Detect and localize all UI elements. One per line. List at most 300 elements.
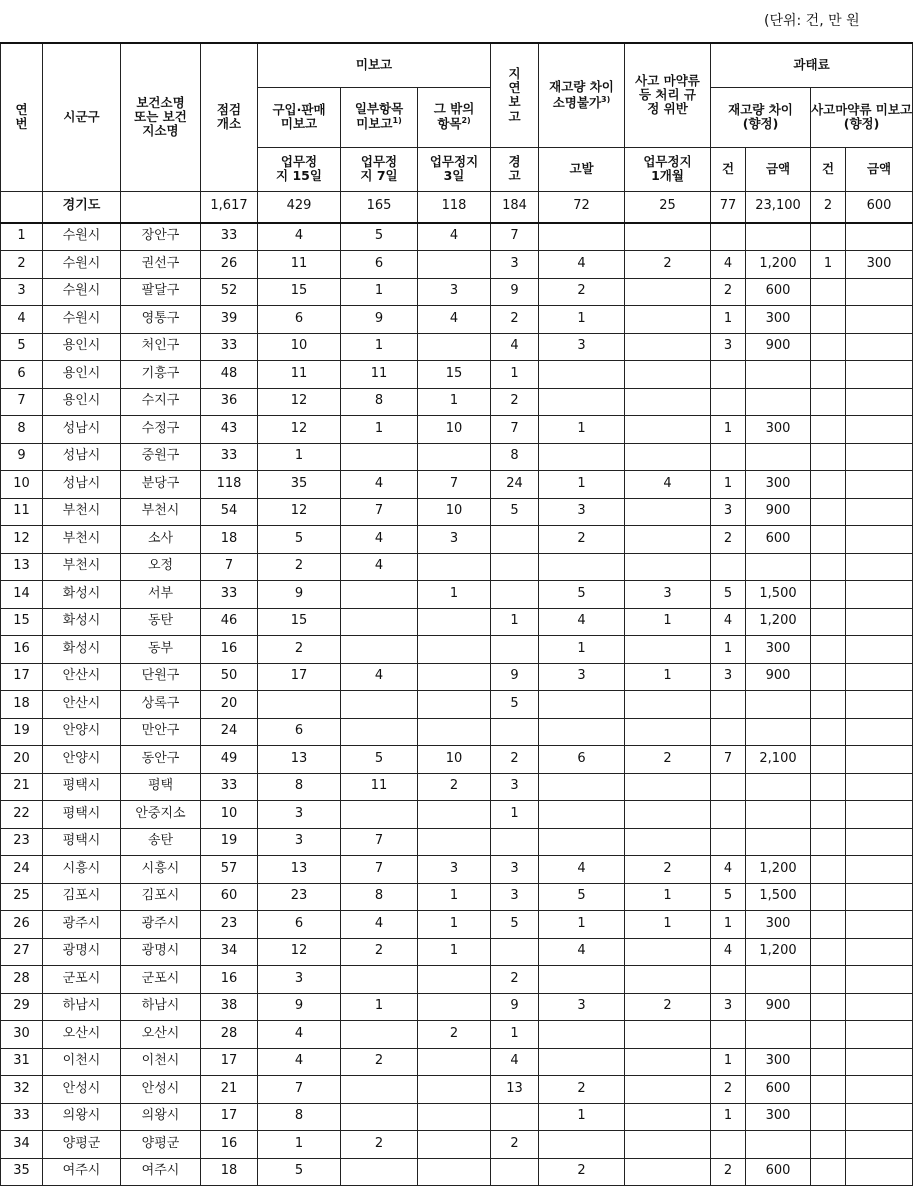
header-amount2: 금액 <box>846 147 913 191</box>
cell-accident-count <box>811 388 846 416</box>
cell-fine-amount <box>746 361 811 389</box>
cell-purchase-sale <box>258 691 341 719</box>
cell-partial: 1 <box>341 333 418 361</box>
cell-fine-amount <box>746 223 811 251</box>
cell-fine-count: 1 <box>711 911 746 939</box>
cell-accident-amount <box>846 306 913 334</box>
cell-purchase-sale: 8 <box>258 1103 341 1131</box>
cell-fine-amount <box>746 801 811 829</box>
cell-fine-amount: 600 <box>746 278 811 306</box>
cell-fine-count <box>711 361 746 389</box>
cell-other: 3 <box>418 526 491 554</box>
cell-other <box>418 1103 491 1131</box>
cell-sigungu: 부천시 <box>43 498 121 526</box>
cell-inventory: 1 <box>539 471 625 499</box>
cell-delayed: 3 <box>491 856 539 884</box>
cell-partial: 7 <box>341 498 418 526</box>
cell-sigungu: 오산시 <box>43 1021 121 1049</box>
cell-partial: 8 <box>341 883 418 911</box>
header-inspected: 점검개소 <box>201 43 258 191</box>
cell-accident-count <box>811 361 846 389</box>
cell-sigungu: 수원시 <box>43 306 121 334</box>
cell-accident <box>625 526 711 554</box>
cell-other: 1 <box>418 388 491 416</box>
cell-accident-amount <box>846 526 913 554</box>
cell-accident-amount <box>846 416 913 444</box>
cell-accident-amount <box>846 856 913 884</box>
table-row <box>1 1103 913 1131</box>
cell-fine-amount: 1,500 <box>746 581 811 609</box>
cell-purchase-sale: 7 <box>258 1076 341 1104</box>
cell-fine-count <box>711 553 746 581</box>
cell-fine-count <box>711 443 746 471</box>
cell-partial <box>341 691 418 719</box>
cell-accident <box>625 1076 711 1104</box>
cell-other: 4 <box>418 223 491 251</box>
total-accident: 25 <box>625 191 711 223</box>
header-accident: 사고 마약류 등 처리 규정 위반 <box>625 43 711 147</box>
cell-other <box>418 966 491 994</box>
cell-no: 9 <box>1 443 43 471</box>
cell-inspected: 48 <box>201 361 258 389</box>
cell-accident-count <box>811 911 846 939</box>
cell-accident-count <box>811 801 846 829</box>
cell-inventory <box>539 718 625 746</box>
cell-delayed <box>491 526 539 554</box>
cell-no: 19 <box>1 718 43 746</box>
cell-office: 기흥구 <box>121 361 201 389</box>
cell-accident-count <box>811 746 846 774</box>
cell-partial <box>341 443 418 471</box>
cell-delayed: 1 <box>491 608 539 636</box>
cell-accident <box>625 1131 711 1159</box>
cell-office: 소사 <box>121 526 201 554</box>
cell-inspected: 46 <box>201 608 258 636</box>
cell-inventory <box>539 553 625 581</box>
cell-partial: 6 <box>341 251 418 279</box>
cell-sigungu: 부천시 <box>43 553 121 581</box>
cell-office: 서부 <box>121 581 201 609</box>
cell-inspected: 57 <box>201 856 258 884</box>
total-purchase-sale: 429 <box>258 191 341 223</box>
cell-fine-amount <box>746 1021 811 1049</box>
cell-accident-amount: 300 <box>846 251 913 279</box>
table-row <box>1 498 913 526</box>
cell-office: 오정 <box>121 553 201 581</box>
cell-partial <box>341 581 418 609</box>
table-row <box>1 278 913 306</box>
total-accident-amount: 600 <box>846 191 913 223</box>
cell-accident <box>625 1021 711 1049</box>
cell-delayed: 3 <box>491 251 539 279</box>
cell-inspected: 18 <box>201 1158 258 1186</box>
cell-purchase-sale: 17 <box>258 663 341 691</box>
header-fine-inventory: 재고량 차이 (향정) <box>711 87 811 147</box>
cell-office: 동부 <box>121 636 201 664</box>
table-row <box>1 911 913 939</box>
cell-no: 8 <box>1 416 43 444</box>
cell-purchase-sale: 35 <box>258 471 341 499</box>
cell-accident: 2 <box>625 856 711 884</box>
table-row <box>1 773 913 801</box>
cell-purchase-sale: 12 <box>258 938 341 966</box>
cell-other <box>418 1158 491 1186</box>
cell-accident-amount <box>846 993 913 1021</box>
cell-purchase-sale: 12 <box>258 388 341 416</box>
cell-inventory: 1 <box>539 911 625 939</box>
header-fine: 과태료 <box>711 43 913 87</box>
cell-accident <box>625 966 711 994</box>
cell-delayed <box>491 636 539 664</box>
cell-sigungu: 용인시 <box>43 388 121 416</box>
table-row <box>1 938 913 966</box>
cell-partial: 2 <box>341 938 418 966</box>
table-row <box>1 1158 913 1186</box>
cell-fine-amount: 1,200 <box>746 608 811 636</box>
table-row <box>1 1131 913 1159</box>
cell-delayed <box>491 828 539 856</box>
cell-purchase-sale: 15 <box>258 278 341 306</box>
table-row <box>1 388 913 416</box>
cell-fine-count: 2 <box>711 1158 746 1186</box>
total-fine-amount: 23,100 <box>746 191 811 223</box>
cell-inspected: 33 <box>201 333 258 361</box>
cell-office: 안중지소 <box>121 801 201 829</box>
cell-no: 23 <box>1 828 43 856</box>
cell-fine-amount: 1,200 <box>746 938 811 966</box>
cell-fine-amount: 900 <box>746 333 811 361</box>
table-row <box>1 691 913 719</box>
cell-purchase-sale: 13 <box>258 746 341 774</box>
cell-office: 안성시 <box>121 1076 201 1104</box>
table-row <box>1 333 913 361</box>
cell-office: 평택 <box>121 773 201 801</box>
cell-sigungu: 수원시 <box>43 278 121 306</box>
header-inventory: 재고량 차이 소명불가$^{3)}$ <box>539 43 625 147</box>
cell-sigungu: 평택시 <box>43 773 121 801</box>
table-row <box>1 1021 913 1049</box>
cell-fine-amount: 1,500 <box>746 883 811 911</box>
cell-partial: 1 <box>341 993 418 1021</box>
cell-accident-count: 1 <box>811 251 846 279</box>
cell-sigungu: 화성시 <box>43 636 121 664</box>
cell-accident-amount <box>846 498 913 526</box>
cell-fine-count: 3 <box>711 333 746 361</box>
cell-accident-count <box>811 608 846 636</box>
cell-other <box>418 1131 491 1159</box>
header-sanction-1m: 업무정지 1개월 <box>625 147 711 191</box>
cell-accident-amount <box>846 608 913 636</box>
table-row <box>1 443 913 471</box>
cell-purchase-sale: 5 <box>258 526 341 554</box>
cell-delayed: 2 <box>491 1131 539 1159</box>
cell-fine-count: 1 <box>711 416 746 444</box>
cell-accident-count <box>811 581 846 609</box>
cell-purchase-sale: 3 <box>258 801 341 829</box>
cell-no: 10 <box>1 471 43 499</box>
cell-other: 2 <box>418 1021 491 1049</box>
cell-other: 1 <box>418 911 491 939</box>
cell-other: 1 <box>418 581 491 609</box>
cell-sigungu: 안양시 <box>43 746 121 774</box>
cell-office: 부천시 <box>121 498 201 526</box>
cell-inspected: 43 <box>201 416 258 444</box>
cell-inventory: 5 <box>539 883 625 911</box>
cell-no: 2 <box>1 251 43 279</box>
unit-note: (단위: 건, 만 원 <box>764 13 860 29</box>
cell-fine-amount: 300 <box>746 636 811 664</box>
cell-accident-amount <box>846 1076 913 1104</box>
cell-purchase-sale: 5 <box>258 1158 341 1186</box>
cell-no: 4 <box>1 306 43 334</box>
cell-accident-count <box>811 333 846 361</box>
cell-other: 7 <box>418 471 491 499</box>
cell-purchase-sale: 1 <box>258 443 341 471</box>
cell-no: 22 <box>1 801 43 829</box>
cell-partial: 4 <box>341 663 418 691</box>
cell-accident-amount <box>846 553 913 581</box>
cell-office: 처인구 <box>121 333 201 361</box>
table-row <box>1 306 913 334</box>
cell-sigungu: 성남시 <box>43 443 121 471</box>
cell-accident-count <box>811 718 846 746</box>
cell-delayed <box>491 938 539 966</box>
cell-fine-amount <box>746 553 811 581</box>
cell-inventory <box>539 966 625 994</box>
cell-fine-count: 2 <box>711 526 746 554</box>
cell-delayed <box>491 553 539 581</box>
total-sigungu: 경기도 <box>43 191 121 223</box>
cell-other <box>418 691 491 719</box>
cell-delayed: 5 <box>491 498 539 526</box>
table-row <box>1 883 913 911</box>
cell-accident-count <box>811 553 846 581</box>
cell-inspected: 18 <box>201 526 258 554</box>
cell-purchase-sale: 6 <box>258 718 341 746</box>
cell-accident: 1 <box>625 663 711 691</box>
cell-delayed: 3 <box>491 883 539 911</box>
table-row <box>1 553 913 581</box>
cell-accident <box>625 718 711 746</box>
cell-delayed: 2 <box>491 306 539 334</box>
cell-inspected: 19 <box>201 828 258 856</box>
cell-delayed: 7 <box>491 223 539 251</box>
table-row <box>1 636 913 664</box>
cell-other: 10 <box>418 498 491 526</box>
cell-office: 송탄 <box>121 828 201 856</box>
cell-fine-amount: 900 <box>746 993 811 1021</box>
cell-no: 34 <box>1 1131 43 1159</box>
cell-inventory: 3 <box>539 333 625 361</box>
cell-accident-amount <box>846 388 913 416</box>
cell-inspected: 50 <box>201 663 258 691</box>
cell-other <box>418 663 491 691</box>
cell-inspected: 17 <box>201 1048 258 1076</box>
cell-partial: 5 <box>341 223 418 251</box>
cell-inventory: 3 <box>539 663 625 691</box>
cell-accident-count <box>811 636 846 664</box>
cell-other <box>418 828 491 856</box>
cell-inventory: 1 <box>539 1103 625 1131</box>
header-amount: 금액 <box>746 147 811 191</box>
cell-fine-amount: 600 <box>746 1158 811 1186</box>
cell-delayed: 1 <box>491 1021 539 1049</box>
cell-accident-amount <box>846 1048 913 1076</box>
header-warning: 경고 <box>491 147 539 191</box>
cell-purchase-sale: 11 <box>258 361 341 389</box>
table-row <box>1 828 913 856</box>
cell-accident: 1 <box>625 608 711 636</box>
cell-delayed: 5 <box>491 911 539 939</box>
cell-inventory <box>539 1131 625 1159</box>
cell-other: 3 <box>418 856 491 884</box>
cell-inspected: 33 <box>201 443 258 471</box>
total-fine-count: 77 <box>711 191 746 223</box>
cell-no: 30 <box>1 1021 43 1049</box>
cell-accident-amount <box>846 663 913 691</box>
cell-accident <box>625 1158 711 1186</box>
cell-inventory: 5 <box>539 581 625 609</box>
cell-accident: 1 <box>625 883 711 911</box>
table-row <box>1 663 913 691</box>
cell-no: 6 <box>1 361 43 389</box>
cell-office: 영통구 <box>121 306 201 334</box>
cell-accident-amount <box>846 333 913 361</box>
cell-fine-amount: 600 <box>746 1076 811 1104</box>
cell-office: 중원구 <box>121 443 201 471</box>
cell-inspected: 23 <box>201 911 258 939</box>
cell-fine-count <box>711 691 746 719</box>
cell-accident-amount <box>846 938 913 966</box>
cell-accident-count <box>811 1076 846 1104</box>
cell-accident-count <box>811 416 846 444</box>
cell-inventory <box>539 691 625 719</box>
cell-inspected: 16 <box>201 1131 258 1159</box>
cell-sigungu: 김포시 <box>43 883 121 911</box>
cell-accident <box>625 636 711 664</box>
cell-accident <box>625 278 711 306</box>
cell-sigungu: 평택시 <box>43 801 121 829</box>
cell-no: 25 <box>1 883 43 911</box>
cell-other: 4 <box>418 306 491 334</box>
cell-sigungu: 성남시 <box>43 416 121 444</box>
cell-sigungu: 광명시 <box>43 938 121 966</box>
cell-office: 동탄 <box>121 608 201 636</box>
cell-inventory: 2 <box>539 1158 625 1186</box>
cell-no: 12 <box>1 526 43 554</box>
cell-other: 2 <box>418 773 491 801</box>
cell-sigungu: 수원시 <box>43 251 121 279</box>
cell-no: 16 <box>1 636 43 664</box>
total-row <box>1 191 913 223</box>
cell-fine-count: 1 <box>711 471 746 499</box>
cell-fine-amount: 1,200 <box>746 251 811 279</box>
cell-no: 15 <box>1 608 43 636</box>
cell-partial <box>341 801 418 829</box>
header-sanction-15: 업무정지 15일 <box>258 147 341 191</box>
table-row <box>1 361 913 389</box>
cell-purchase-sale: 23 <box>258 883 341 911</box>
cell-no: 17 <box>1 663 43 691</box>
cell-accident-amount <box>846 828 913 856</box>
cell-partial <box>341 718 418 746</box>
cell-fine-count: 7 <box>711 746 746 774</box>
cell-accident-count <box>811 278 846 306</box>
cell-accident <box>625 498 711 526</box>
cell-inventory <box>539 388 625 416</box>
cell-partial: 7 <box>341 828 418 856</box>
cell-sigungu: 성남시 <box>43 471 121 499</box>
cell-fine-count <box>711 801 746 829</box>
cell-other: 15 <box>418 361 491 389</box>
cell-office: 의왕시 <box>121 1103 201 1131</box>
cell-delayed: 9 <box>491 278 539 306</box>
cell-delayed: 13 <box>491 1076 539 1104</box>
cell-fine-amount <box>746 828 811 856</box>
cell-partial: 2 <box>341 1131 418 1159</box>
cell-other: 10 <box>418 416 491 444</box>
cell-office: 장안구 <box>121 223 201 251</box>
cell-partial: 1 <box>341 416 418 444</box>
cell-fine-count: 3 <box>711 993 746 1021</box>
cell-accident <box>625 691 711 719</box>
cell-delayed: 7 <box>491 416 539 444</box>
header-delayed: 지연보고 <box>491 43 539 147</box>
cell-inventory <box>539 801 625 829</box>
cell-accident-amount <box>846 718 913 746</box>
cell-accident-amount <box>846 1131 913 1159</box>
cell-sigungu: 수원시 <box>43 223 121 251</box>
cell-office: 하남시 <box>121 993 201 1021</box>
cell-office: 오산시 <box>121 1021 201 1049</box>
cell-partial: 5 <box>341 746 418 774</box>
cell-no: 1 <box>1 223 43 251</box>
cell-fine-amount: 300 <box>746 1103 811 1131</box>
table-row <box>1 251 913 279</box>
cell-fine-count <box>711 718 746 746</box>
cell-inventory: 4 <box>539 856 625 884</box>
cell-delayed <box>491 1103 539 1131</box>
header-no: 연번 <box>1 43 43 191</box>
cell-accident-amount <box>846 636 913 664</box>
cell-no: 18 <box>1 691 43 719</box>
cell-inventory <box>539 1021 625 1049</box>
cell-accident: 4 <box>625 471 711 499</box>
cell-inspected: 118 <box>201 471 258 499</box>
cell-sigungu: 양평군 <box>43 1131 121 1159</box>
cell-inspected: 26 <box>201 251 258 279</box>
cell-inspected: 54 <box>201 498 258 526</box>
cell-office: 권선구 <box>121 251 201 279</box>
cell-delayed: 3 <box>491 773 539 801</box>
cell-office: 광주시 <box>121 911 201 939</box>
cell-inspected: 20 <box>201 691 258 719</box>
cell-sigungu: 화성시 <box>43 608 121 636</box>
cell-accident-count <box>811 966 846 994</box>
cell-fine-amount <box>746 443 811 471</box>
cell-inventory: 2 <box>539 526 625 554</box>
cell-fine-amount <box>746 773 811 801</box>
cell-office: 이천시 <box>121 1048 201 1076</box>
cell-accident-count <box>811 883 846 911</box>
cell-accident-amount <box>846 443 913 471</box>
cell-inspected: 60 <box>201 883 258 911</box>
cell-accident-amount <box>846 1021 913 1049</box>
cell-delayed <box>491 718 539 746</box>
cell-sigungu: 시흥시 <box>43 856 121 884</box>
cell-accident-count <box>811 1103 846 1131</box>
cell-purchase-sale: 8 <box>258 773 341 801</box>
